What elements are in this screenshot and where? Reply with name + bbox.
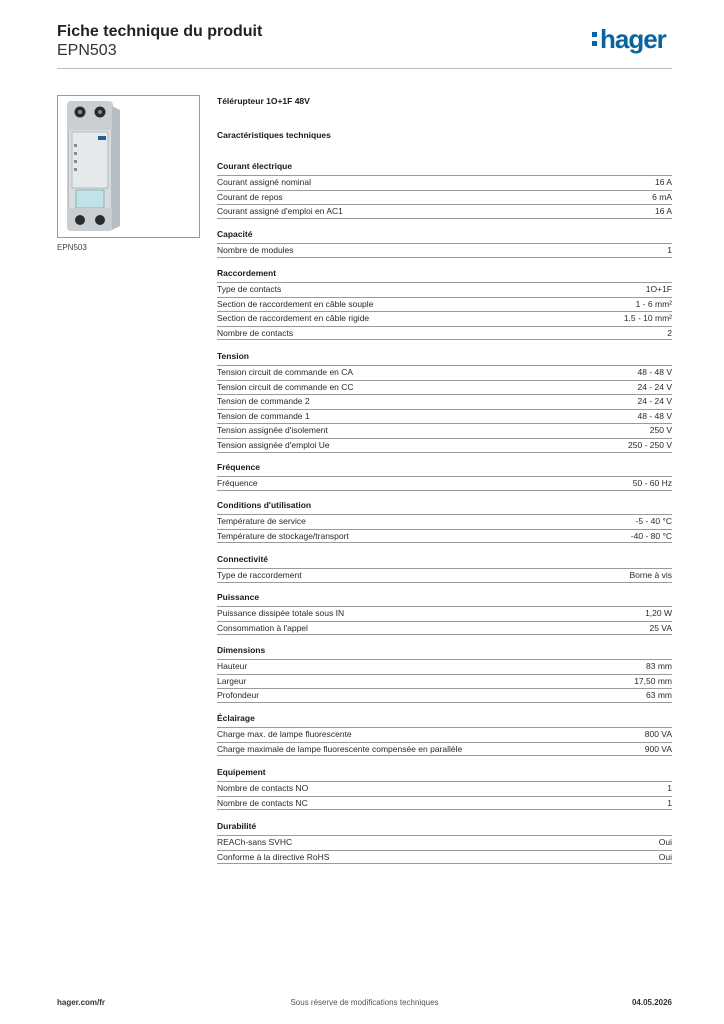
- product-title: Télérupteur 1O+1F 48V: [217, 96, 310, 106]
- page-header: [57, 22, 262, 60]
- spec-value: -40 - 80 °C: [630, 530, 672, 541]
- spec-value: 1,20 W: [645, 608, 672, 618]
- spec-value: 24 - 24 V: [637, 396, 672, 407]
- spec-label: Nombre de modules: [217, 245, 294, 255]
- section-heading: Connectivité: [217, 554, 269, 564]
- spec-label: Consommation à l'appel: [217, 622, 308, 633]
- spec-label: Section de raccordement en câble rigide: [217, 313, 370, 324]
- spec-row: [217, 835, 672, 850]
- spec-row: [217, 850, 672, 865]
- spec-label: Tension de commande 1: [217, 410, 310, 421]
- spec-label: Puissance dissipée totale sous IN: [217, 608, 345, 618]
- spec-row: [217, 438, 672, 453]
- spec-value: 63 mm: [646, 690, 672, 701]
- spec-label: Tension assignée d'emploi Ue: [217, 440, 330, 450]
- spec-row: [217, 781, 672, 796]
- spec-label: Courant de repos: [217, 191, 283, 202]
- spec-label: REACh-sans SVHC: [217, 837, 293, 847]
- spec-row: [217, 727, 672, 742]
- spec-row: [217, 796, 672, 811]
- product-image-icon: [58, 96, 199, 237]
- spec-value: 16 A: [654, 177, 672, 187]
- header-divider: [57, 68, 672, 69]
- spec-row: [217, 688, 672, 703]
- spec-value: 83 mm: [646, 661, 672, 671]
- spec-row: [217, 365, 672, 380]
- section-heading: Raccordement: [217, 268, 277, 278]
- spec-row: [217, 380, 672, 395]
- section-heading: Durabilité: [217, 821, 257, 831]
- spec-label: Charge max. de lampe fluorescente: [217, 729, 352, 739]
- spec-row: [217, 423, 672, 438]
- spec-label: Fréquence: [217, 478, 258, 488]
- section-heading: Éclairage: [217, 713, 255, 723]
- section-heading: Equipement: [217, 767, 266, 777]
- product-reference: EPN503: [57, 42, 117, 59]
- spec-label: Tension assignée d'isolement: [217, 425, 328, 436]
- spec-label: Hauteur: [217, 661, 248, 671]
- spec-label: Tension circuit de commande en CC: [217, 381, 354, 392]
- spec-label: Température de service: [217, 516, 306, 526]
- spec-row: [217, 175, 672, 190]
- footer-date: 04.05.2026: [631, 998, 672, 1007]
- section-heading: Dimensions: [217, 645, 266, 655]
- spec-row: [217, 621, 672, 636]
- spec-label: Température de stockage/transport: [217, 530, 349, 541]
- spec-row: [217, 606, 672, 621]
- spec-value: 250 V: [649, 425, 672, 436]
- spec-value: 900 VA: [644, 743, 672, 754]
- spec-label: Tension de commande 2: [217, 396, 310, 407]
- spec-row: [217, 326, 672, 341]
- spec-row: [217, 659, 672, 674]
- spec-value: 48 - 48 V: [637, 367, 672, 377]
- product-image: [57, 95, 200, 238]
- spec-value: 48 - 48 V: [637, 410, 672, 421]
- spec-row: [217, 311, 672, 326]
- section-heading: Fréquence: [217, 462, 260, 472]
- spec-row: [217, 476, 672, 491]
- spec-label: Nombre de contacts: [217, 327, 294, 338]
- spec-value: 800 VA: [644, 729, 672, 739]
- spec-value: 1: [667, 797, 672, 808]
- spec-value: 25 VA: [649, 622, 672, 633]
- spec-row: [217, 514, 672, 529]
- section-heading: Courant électrique: [217, 161, 293, 171]
- image-caption: EPN503: [57, 243, 87, 252]
- spec-label: Courant assigné nominal: [217, 177, 312, 187]
- spec-value: 1: [667, 245, 672, 255]
- spec-value: Oui: [658, 851, 672, 862]
- spec-row: [217, 529, 672, 544]
- spec-label: Conforme à la directive RoHS: [217, 851, 330, 862]
- spec-value: 1 - 6 mm²: [635, 298, 672, 309]
- spec-label: Courant assigné d'emploi en AC1: [217, 206, 343, 217]
- spec-value: 6 mA: [652, 191, 672, 202]
- spec-value: 250 - 250 V: [628, 440, 672, 450]
- spec-label: Nombre de contacts NO: [217, 783, 309, 793]
- spec-row: [217, 409, 672, 424]
- hager-logo: [592, 24, 672, 58]
- spec-label: Nombre de contacts NC: [217, 797, 308, 808]
- page-title: Fiche technique du produit: [57, 23, 263, 40]
- spec-label: Section de raccordement en câble souple: [217, 298, 374, 309]
- spec-value: 16 A: [654, 206, 672, 217]
- spec-row: [217, 674, 672, 689]
- section-heading: Capacité: [217, 229, 253, 239]
- spec-value: 2: [667, 327, 672, 338]
- spec-value: 1O+1F: [645, 284, 672, 294]
- spec-label: Type de raccordement: [217, 570, 302, 580]
- spec-label: Largeur: [217, 675, 247, 686]
- spec-row: [217, 742, 672, 757]
- footer-disclaimer: Sous réserve de modifications techniques: [290, 998, 439, 1007]
- characteristics-title: Caractéristiques techniques: [217, 130, 331, 140]
- spec-label: Charge maximale de lampe fluorescente compensée en parallèle: [217, 743, 463, 754]
- section-heading: Puissance: [217, 592, 260, 602]
- spec-value: Borne à vis: [629, 570, 672, 580]
- spec-value: 50 - 60 Hz: [632, 478, 672, 488]
- spec-value: -5 - 40 °C: [635, 516, 672, 526]
- spec-row: [217, 297, 672, 312]
- logo-colon-icon: [592, 32, 598, 50]
- spec-value: Oui: [658, 837, 672, 847]
- spec-row: [217, 190, 672, 205]
- section-heading: Conditions d'utilisation: [217, 500, 312, 510]
- section-heading: Tension: [217, 351, 249, 361]
- spec-row: [217, 204, 672, 219]
- footer-website-link[interactable]: hager.com/fr: [57, 998, 106, 1007]
- spec-value: 1: [667, 783, 672, 793]
- spec-row: [217, 568, 672, 583]
- spec-row: [217, 282, 672, 297]
- spec-label: Tension circuit de commande en CA: [217, 367, 354, 377]
- spec-value: 17,50 mm: [634, 675, 672, 686]
- spec-row: [217, 243, 672, 258]
- spec-value: 1.5 - 10 mm²: [623, 313, 672, 324]
- spec-label: Type de contacts: [217, 284, 282, 294]
- spec-label: Profondeur: [217, 690, 260, 701]
- spec-value: 24 - 24 V: [637, 381, 672, 392]
- logo-wordmark: hager: [600, 24, 666, 54]
- spec-row: [217, 394, 672, 409]
